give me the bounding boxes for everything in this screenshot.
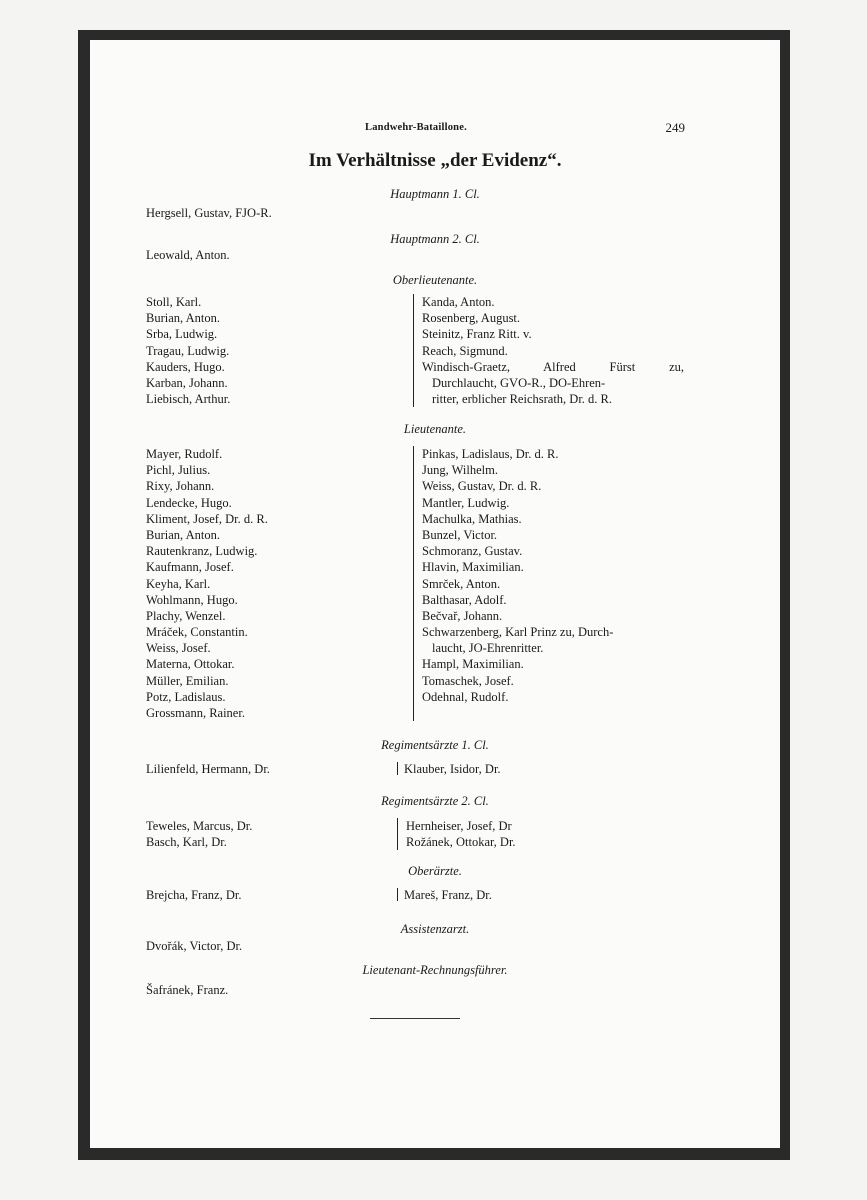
rank-heading-hauptmann-2: Hauptmann 2. Cl. [390, 232, 480, 246]
names-left-lieutenante [146, 446, 268, 721]
name-entry: Stoll, Karl. [146, 295, 202, 309]
rank-heading-assistenzarzt: Assistenzarzt. [400, 922, 470, 936]
name-entry: Windisch-Graetz, Alfred Fürst zu, [422, 359, 684, 374]
name-entry: Dvořák, Victor, Dr. [146, 939, 243, 953]
name-entry: Basch, Karl, Dr. [146, 835, 227, 850]
rank-heading-rechnungsfuehrer: Lieutenant-Rechnungsführer. [362, 963, 508, 977]
name-entry: Wohlmann, Hugo. [146, 592, 238, 607]
names-right-oberlieutenante [413, 294, 684, 407]
name-entry: Leowald, Anton. [146, 248, 230, 262]
name-entry: Lendecke, Hugo. [146, 495, 232, 510]
name-entry: Rixy, Johann. [146, 479, 215, 494]
column-rule [397, 762, 398, 775]
name-entry: Hampl, Maximilian. [422, 657, 524, 672]
name-entry: Tragau, Ludwig. [146, 343, 230, 358]
names-left-oberlieutenante [146, 294, 230, 407]
column-rule [397, 888, 398, 901]
name-entry: Teweles, Marcus, Dr. [146, 819, 253, 833]
name-entry: Mantler, Ludwig. [422, 495, 510, 510]
name-entry: Burian, Anton. [146, 311, 220, 326]
name-entry: Karban, Johann. [146, 375, 228, 390]
name-entry: Reach, Sigmund. [422, 343, 508, 358]
name-entry: Odehnal, Rudolf. [422, 689, 509, 704]
name-entry-continued: ritter, erblicher Reichsrath, Dr. d. R. [432, 392, 612, 407]
name-entry: Plachy, Wenzel. [146, 608, 226, 623]
rank-heading-regimentsaerzte-1: Regimentsärzte 1. Cl. [381, 738, 489, 752]
name-entry: Machulka, Mathias. [422, 511, 522, 526]
name-entry: Bečvař, Johann. [422, 608, 503, 623]
name-entry: Rosenberg, August. [422, 311, 521, 326]
name-entry: Schwarzenberg, Karl Prinz zu, Durch- [422, 625, 614, 640]
name-entry: Materna, Ottokar. [146, 657, 235, 672]
name-entry: Kanda, Anton. [422, 295, 495, 309]
name-entry-right [397, 762, 501, 777]
name-entry: Kaufmann, Josef. [146, 560, 234, 575]
name-entry: Brejcha, Franz, Dr. [146, 888, 242, 902]
rank-heading-hauptmann-1: Hauptmann 1. Cl. [390, 187, 480, 201]
name-entry: Potz, Ladislaus. [146, 689, 226, 704]
name-entry: Jung, Wilhelm. [422, 463, 499, 478]
name-entry: Mayer, Rudolf. [146, 447, 223, 461]
name-entry: Müller, Emilian. [146, 673, 229, 688]
name-entry: Mareš, Franz, Dr. [404, 888, 492, 902]
name-entry: Steinitz, Franz Ritt. v. [422, 327, 532, 342]
name-entry: Burian, Anton. [146, 527, 220, 542]
rank-heading-lieutenante: Lieutenante. [403, 422, 467, 436]
name-entry: Grossmann, Rainer. [146, 706, 245, 720]
name-entry: Bunzel, Victor. [422, 527, 498, 542]
names-right-lieutenante [413, 446, 613, 721]
name-entry: Hergsell, Gustav, FJO-R. [146, 206, 272, 220]
name-entry: Šafránek, Franz. [146, 983, 229, 997]
name-entry-right [397, 888, 492, 903]
page-number: 249 [665, 120, 685, 135]
name-entry: Balthasar, Adolf. [422, 592, 507, 607]
name-entry: Pinkas, Ladislaus, Dr. d. R. [422, 447, 559, 461]
name-entry: Hernheiser, Josef, Dr [406, 819, 512, 833]
name-entry: Lilienfeld, Hermann, Dr. [146, 762, 270, 776]
name-entry: Hlavin, Maximilian. [422, 560, 524, 575]
name-entry: Kliment, Josef, Dr. d. R. [146, 511, 268, 526]
name-entry: Srba, Ludwig. [146, 327, 218, 342]
name-entry: Mráček, Constantin. [146, 625, 248, 640]
page-title: Im Verhältnisse „der Evidenz“. [308, 150, 562, 171]
name-entry: Tomaschek, Josef. [422, 673, 514, 688]
running-head: Landwehr-Bataillone. [365, 122, 467, 133]
names-left-regimentsaerzte-2 [146, 818, 252, 850]
rank-heading-regimentsaerzte-2: Regimentsärzte 2. Cl. [381, 794, 489, 808]
name-entry-continued: laucht, JO-Ehrenritter. [432, 641, 544, 656]
name-entry: Rožánek, Ottokar, Dr. [406, 835, 516, 850]
name-entry: Liebisch, Arthur. [146, 392, 231, 407]
names-right-regimentsaerzte-2 [397, 818, 516, 850]
name-entry: Schmoranz, Gustav. [422, 544, 523, 559]
end-rule [370, 1018, 460, 1020]
name-entry: Smrček, Anton. [422, 576, 501, 591]
book-page [90, 40, 780, 1148]
rank-heading-oberaerzte: Oberärzte. [408, 864, 462, 878]
name-entry-continued: Durchlaucht, GVO-R., DO-Ehren- [432, 375, 606, 390]
name-entry: Kauders, Hugo. [146, 359, 225, 374]
name-entry: Weiss, Gustav, Dr. d. R. [422, 479, 542, 494]
name-entry: Pichl, Julius. [146, 463, 211, 478]
name-entry: Keyha, Karl. [146, 576, 211, 591]
name-entry: Weiss, Josef. [146, 641, 211, 656]
rank-heading-oberlieutenante: Oberlieutenante. [392, 273, 478, 287]
name-entry: Rautenkranz, Ludwig. [146, 544, 258, 559]
name-entry: Klauber, Isidor, Dr. [404, 762, 501, 776]
